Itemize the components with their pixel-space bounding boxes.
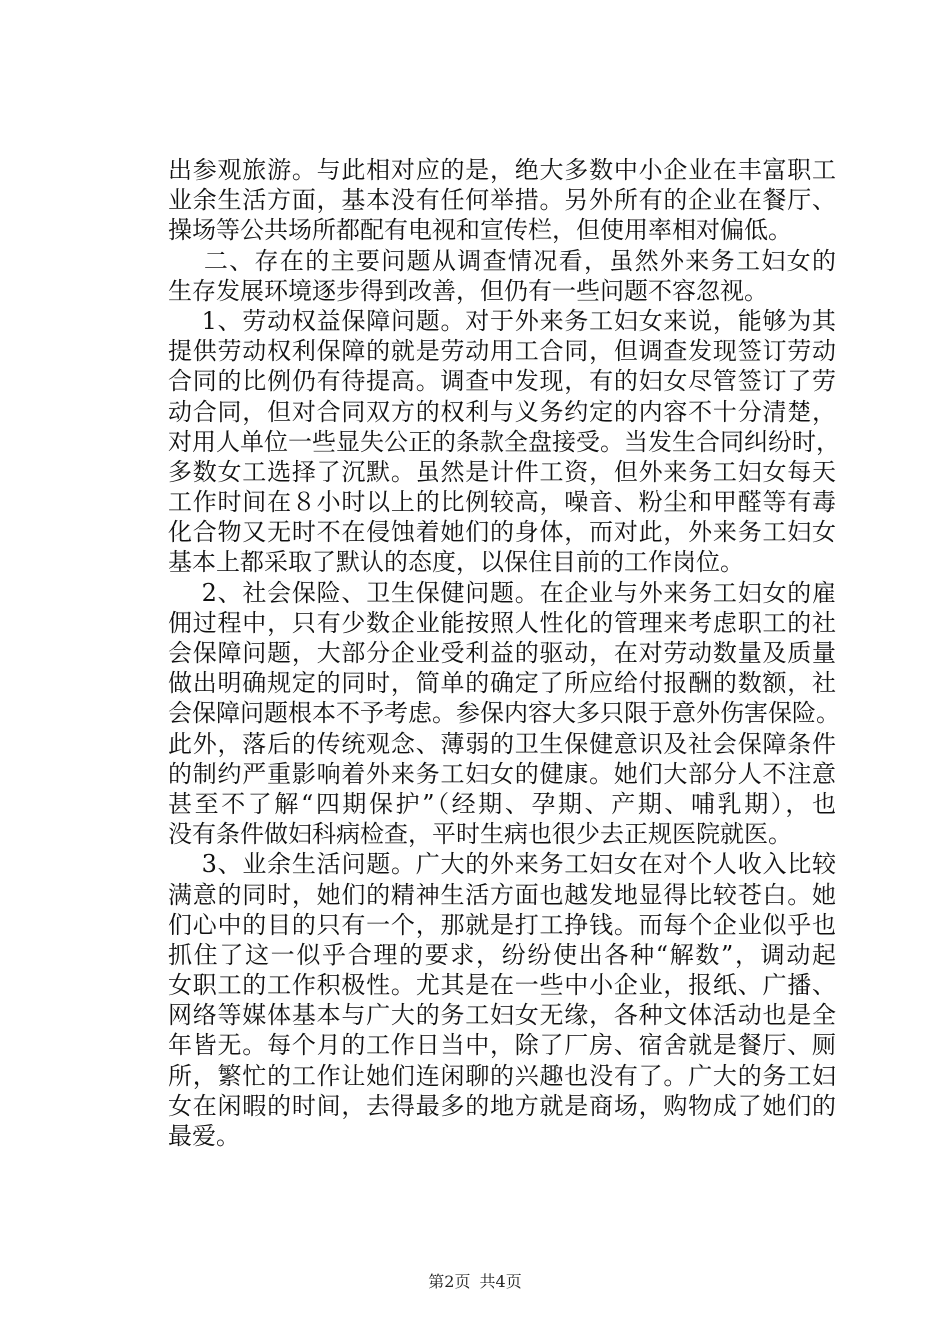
text-line: 业余生活方面，基本没有任何举措。另外所有的企业在餐厅、 <box>168 186 836 215</box>
text-line: 所，繁忙的工作让她们连闲聊的兴趣也没有了。广大的务工妇 <box>168 1061 836 1090</box>
text-line: 会保障问题，大部分企业受利益的驱动，在对劳动数量及质量 <box>168 639 836 667</box>
text-line: 们心中的目的只有一个，那就是打工挣钱。而每个企业似乎也 <box>168 910 836 939</box>
text-line: 女在闲暇的时间，去得最多的地方就是商场，购物成了她们的 <box>168 1091 836 1120</box>
text-line: 动合同，但对合同双方的权利与义务约定的内容不十分清楚， <box>168 397 836 426</box>
text-line: 女职工的工作积极性。尤其是在一些中小企业，报纸、广播、 <box>168 971 836 1000</box>
text-line: 做出明确规定的同时，简单的确定了所应给付报酬的数额，社 <box>168 669 836 698</box>
text-line: 合同的比例仍有待提高。调查中发现，有的妇女尽管签订了劳 <box>168 367 836 396</box>
text-line: 提供劳动权利保障的就是劳动用工合同，但调查发现签订劳动 <box>168 337 836 366</box>
page-footer <box>0 1272 950 1292</box>
text-line: 3、业余生活问题。广大的外来务工妇女在对个人收入比较 <box>168 850 836 879</box>
text-line: 没有条件做妇科病检查，平时生病也很少去正规医院就医。 <box>168 820 792 849</box>
text-line: 生存发展环境逐步得到改善，但仍有一些问题不容忽视。 <box>168 276 768 305</box>
text-line: 多数女工选择了沉默。虽然是计件工资，但外来务工妇女每天 <box>168 457 836 486</box>
text-line: 此外，落后的传统观念、薄弱的卫生保健意识及社会保障条件 <box>168 729 836 758</box>
text-line: 最爱。 <box>168 1122 240 1150</box>
text-line: 佣过程中，只有少数企业能按照人性化的管理来考虑职工的社 <box>168 608 836 637</box>
text-line: 出参观旅游。与此相对应的是，绝大多数中小企业在丰富职工 <box>168 156 836 184</box>
text-line: 化合物又无时不在侵蚀着她们的身体，而对此，外来务工妇女 <box>168 518 836 547</box>
text-line: 的制约严重影响着外来务工妇女的健康。她们大部分人不注意 <box>168 759 836 788</box>
text-line: 年皆无。每个月的工作日当中，除了厂房、宿舍就是餐厅、厕 <box>168 1031 836 1060</box>
text-line: 网络等媒体基本与广大的务工妇女无缘，各种文体活动也是全 <box>168 1001 836 1030</box>
text-line: 甚至不了解“四期保护”（经期、孕期、产期、哺乳期），也 <box>168 789 836 818</box>
text-line: 2、社会保险、卫生保健问题。在企业与外来务工妇女的雇 <box>168 578 836 607</box>
text-line: 基本上都采取了默认的态度，以保住目前的工作岗位。 <box>168 548 744 577</box>
text-line: 工作时间在８小时以上的比例较高，噪音、粉尘和甲醛等有毒 <box>168 488 836 517</box>
text-line: 操场等公共场所都配有电视和宣传栏，但使用率相对偏低。 <box>168 216 792 245</box>
text-line: 二、存在的主要问题从调查情况看，虽然外来务工妇女的 <box>168 246 836 275</box>
text-line: 抓住了这一似乎合理的要求，纷纷使出各种“解数”，调动起 <box>168 940 836 969</box>
page-total: 共4页 <box>479 1272 522 1291</box>
text-line: 对用人单位一些显失公正的条款全盘接受。当发生合同纠纷时， <box>168 427 840 456</box>
text-line: 满意的同时，她们的精神生活方面也越发地显得比较苍白。她 <box>168 880 836 909</box>
body-text <box>168 155 840 1151</box>
text-line: 会保障问题根本不予考虑。参保内容大多只限于意外伤害保险。 <box>168 699 840 728</box>
text-line: 1、劳动权益保障问题。对于外来务工妇女来说，能够为其 <box>168 306 836 335</box>
page-number: 第2页 <box>428 1272 471 1291</box>
